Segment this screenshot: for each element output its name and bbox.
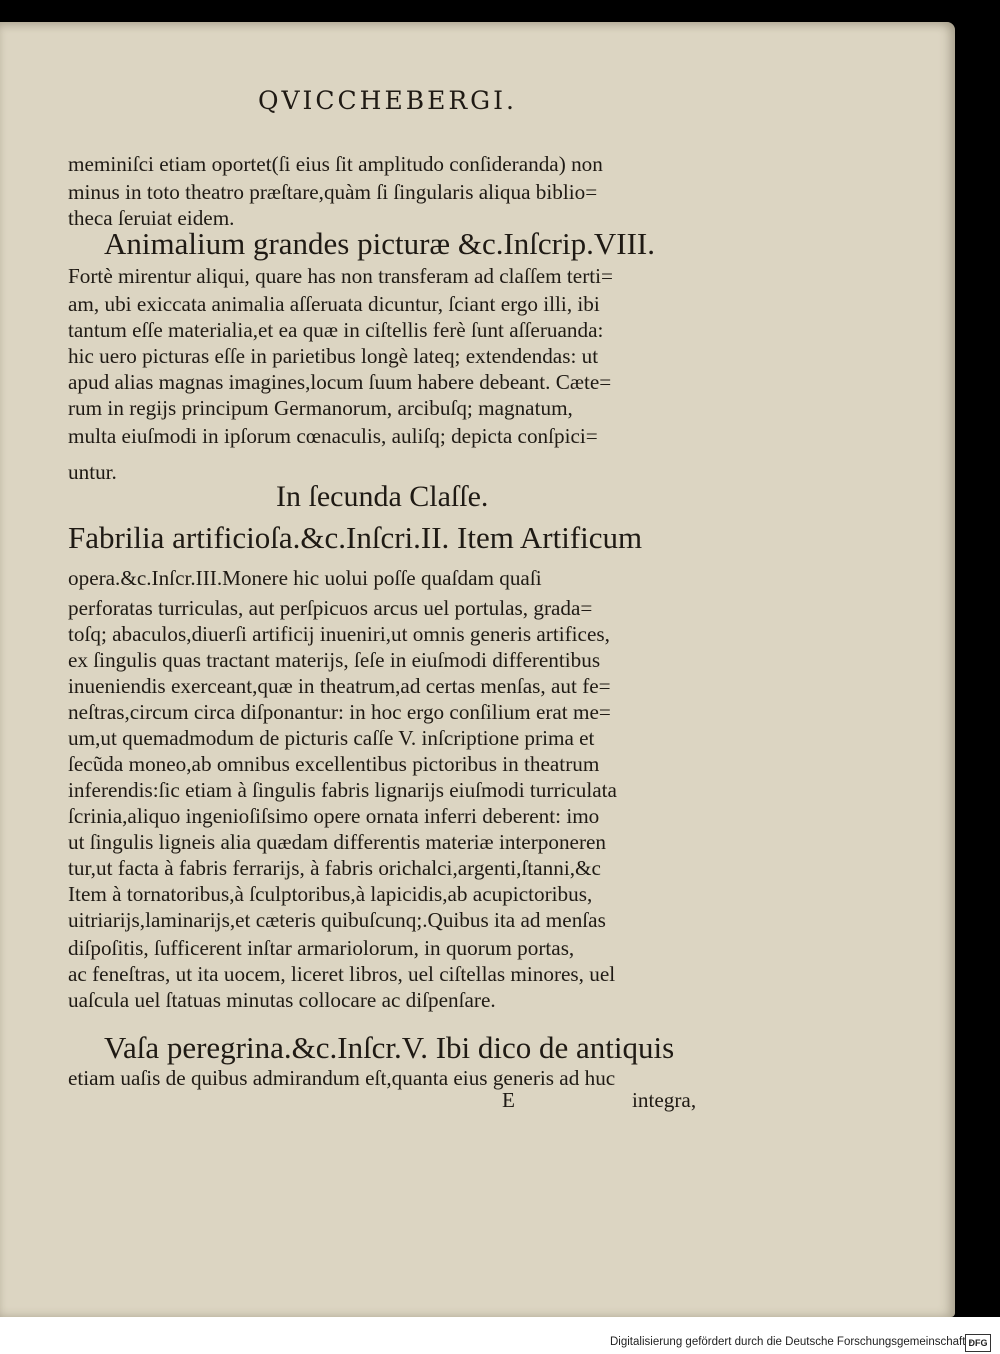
section-heading: In ſecunda Claſſe. [276,480,489,513]
text-line: ſecũda moneo,ab omnibus excellentibus pictoribus in theatrum [68,752,600,776]
text-line: opera.&c.Inſcr.III.Monere hic uolui poſſe quaſdam quaſi [68,566,542,590]
text-line: tur,ut facta à fabris ferrarijs, à fabris orichalci,argenti,ſtanni,&c [68,856,601,880]
text-line: meminiſci etiam oportet(ſi eius ſit amplitudo conſideranda) non [68,152,603,176]
text-line: inueniendis exerceant,quæ in theatrum,ad certas menſas, aut fe= [68,674,611,698]
text-line: theca ſeruiat eidem. [68,206,235,230]
text-line: am, ubi exiccata animalia aſſeruata dicuntur, ſciant ergo illi, ibi [68,292,600,316]
text-line: neſtras,circum circa diſponantur: in hoc ergo conſilium erat me= [68,700,611,724]
text-line: diſpoſitis, ſufficerent inſtar armariolorum, in quorum portas, [68,936,575,960]
section-heading: Fabrilia artificioſa.&c.Inſcri.II. Item Artificum [68,520,643,555]
book-page [0,22,955,1317]
text-line: uitriarijs,laminarijs,et cæteris quibuſcunq;.Quibus ita ad menſas [68,908,606,932]
text-line: toſq; abaculos,diuerſi artificij inueniri,ut omnis generis artifices, [68,622,610,646]
text-line: uaſcula uel ſtatuas minutas collocare ac diſpenſare. [68,988,496,1012]
dfg-logo: DFG [965,1334,991,1352]
section-heading: Vaſa peregrina.&c.Inſcr.V. Ibi dico de antiquis [104,1030,675,1065]
text-line: perforatas turriculas, aut perſpicuos arcus uel portulas, grada= [68,596,593,620]
text-line: rum in regijs principum Germanorum, arcibuſq; magnatum, [68,396,573,420]
text-line: tantum eſſe materialia,et ea quæ in ciſtellis ferè ſunt aſſeruanda: [68,318,604,342]
running-header: QVICCHEBERGI. [258,86,517,115]
section-heading: Animalium grandes picturæ &c.Inſcrip.VIII. [104,226,655,261]
text-line: ſcrinia,aliquo ingenioſiſsimo opere ornata inferri deberent: imo [68,804,600,828]
text-line: inferendis:ſic etiam à ſingulis fabris lignarijs eiuſmodi turriculata [68,778,617,802]
text-line: multa eiuſmodi in ipſorum cœnaculis, auliſq; depicta conſpici= [68,424,598,448]
text-line: apud alias magnas imagines,locum ſuum habere debeant. Cæte= [68,370,612,394]
text-line: ut ſingulis ligneis alia quædam differentis materiæ interponeren [68,830,607,854]
text-line: Item à tornatoribus,à ſculptoribus,à lapicidis,ab acupictoribus, [68,882,593,906]
text-line: untur. [68,460,117,484]
catchword: integra, [632,1088,697,1112]
text-line: hic uero picturas eſſe in parietibus longè lateq; extendendas: ut [68,344,599,368]
footer-credit: Digitalisierung gefördert durch die Deutsche Forschungsgemeinschaft - [610,1336,973,1348]
text-line: minus in toto theatro præſtare,quàm ſi ſingularis aliqua biblio= [68,180,598,204]
text-line: etiam uaſis de quibus admirandum eſt,quanta eius generis ad huc [68,1066,616,1090]
text-line: Fortè mirentur aliqui, quare has non transferam ad claſſem terti= [68,264,613,288]
signature-mark: E [502,1088,515,1112]
text-line: um,ut quemadmodum de picturis caſſe V. inſcriptione prima et [68,726,595,750]
text-line: ac feneſtras, ut ita uocem, liceret libros, uel ciſtellas minores, uel [68,962,616,986]
text-line: ex ſingulis quas tractant materijs, ſeſe in eiuſmodi differentibus [68,648,601,672]
